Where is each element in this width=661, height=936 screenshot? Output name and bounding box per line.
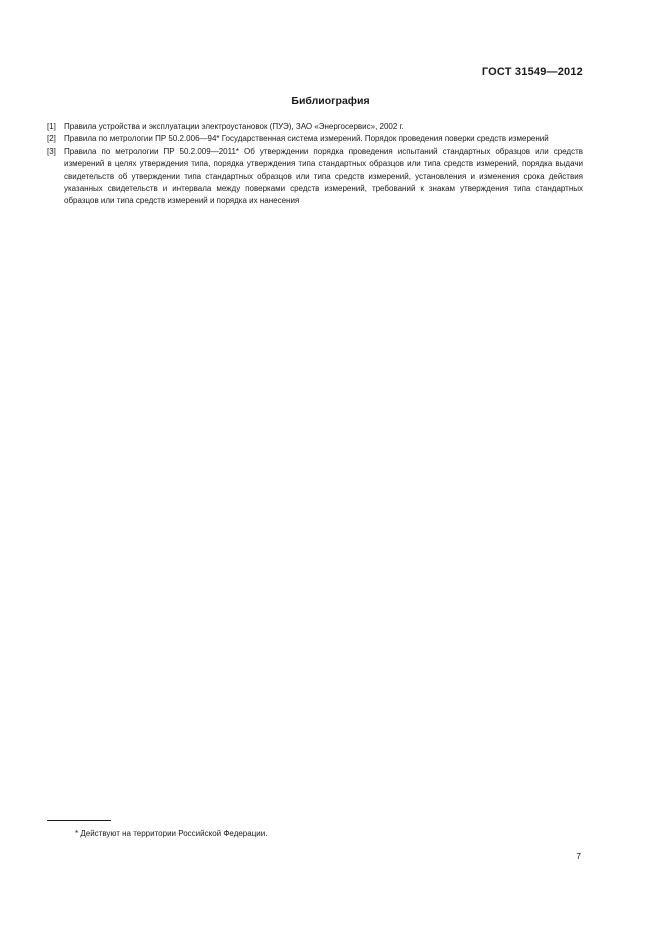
document-id: ГОСТ 31549—2012 — [481, 66, 583, 78]
bibliography-item-text: Правила по метрологии ПР 50.2.006—94* Государственная система измерений. Порядок проведения поверки средств измерений — [64, 134, 549, 144]
section-title: Библиография — [291, 95, 370, 107]
bibliography-item — [47, 121, 583, 133]
bibliography-item — [47, 133, 583, 145]
page-number: 7 — [576, 851, 581, 861]
bibliography-item — [47, 146, 583, 208]
bibliography-item-text: Правила по метрологии ПР 50.2.009—2011* Об утверждении порядка проведения испытаний стандартных образцов или средств измерений в целях утверждения типа, порядка утверждения типа стандартных образцов или типа средств измерений, порядка выдачи свидетельств об утверждении типа стандартных образцов или типа средств измерений, установления и изменения срока действия указанных свидетельств и интервала между поверками средств измерений, требований к знакам утверждения типа стандартных образцов или типа средств измерений и порядка их нанесения — [64, 146, 583, 206]
bibliography-list — [47, 121, 583, 208]
footnote: * Действуют на территории Российской Федерации. — [75, 829, 268, 838]
bibliography-item-number: [1] — [47, 122, 56, 131]
bibliography-item-text: Правила устройства и эксплуатации электроустановок (ПУЭ), ЗАО «Энергосервис», 2002 г. — [64, 122, 404, 131]
bibliography-item-number: [2] — [47, 134, 56, 144]
footnote-divider — [47, 820, 111, 821]
bibliography-item-number: [3] — [47, 146, 56, 156]
